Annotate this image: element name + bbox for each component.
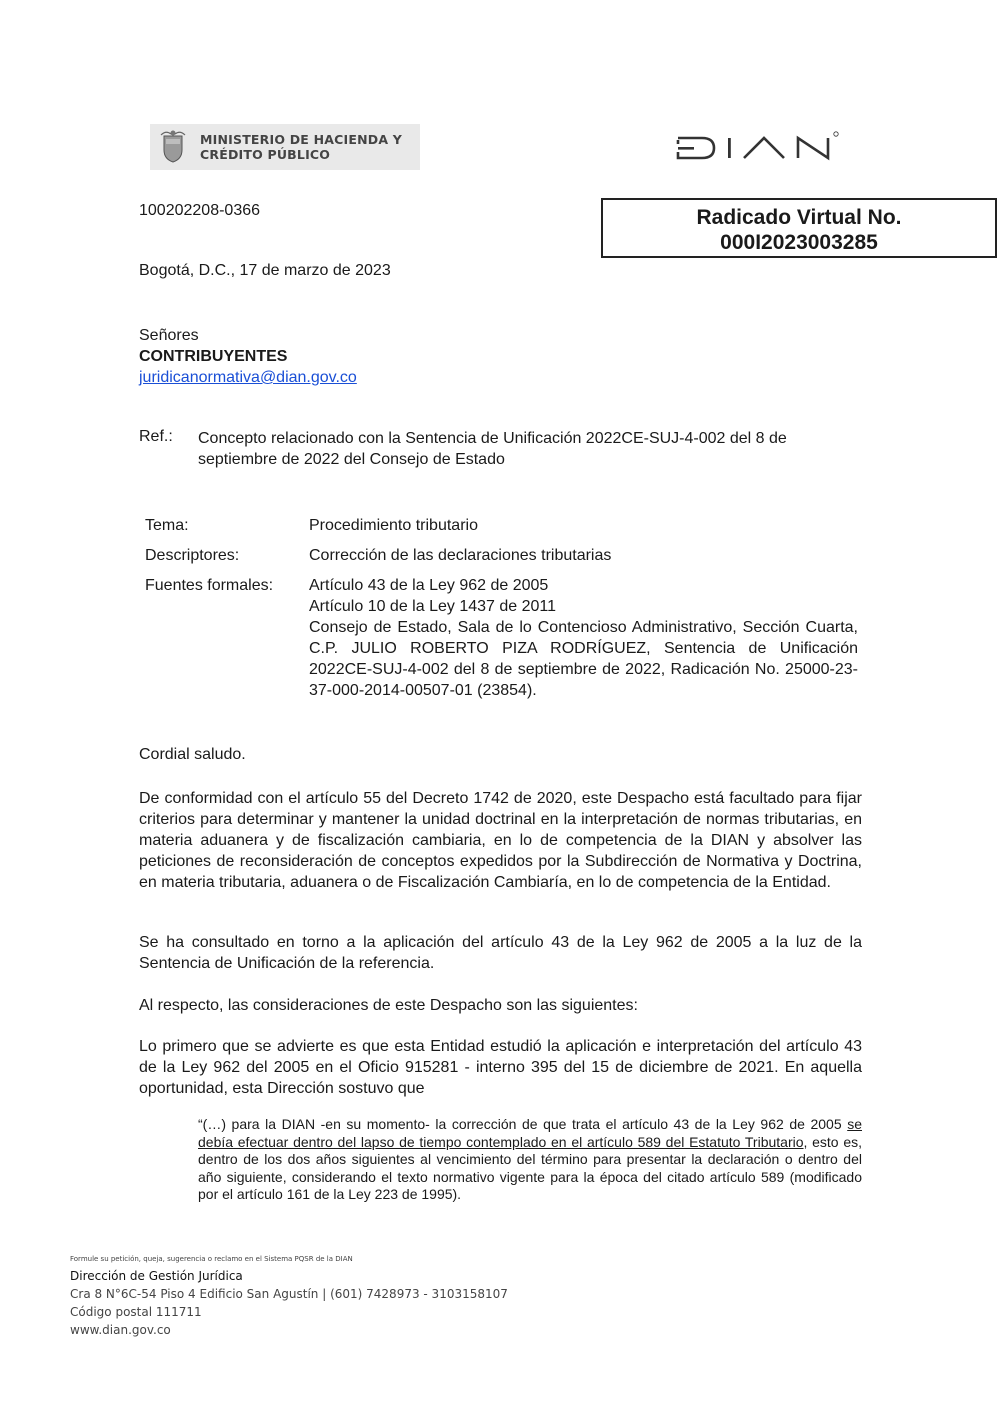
document-date: Bogotá, D.C., 17 de marzo de 2023 [139, 262, 391, 279]
reference-text: Concepto relacionado con la Sentencia de Unificación 2022CE-SUJ-4-002 del 8 de septiembre de 2022 del Consejo de Estado [198, 430, 787, 468]
radicado-label: Radicado Virtual No. [696, 206, 902, 229]
fuentes-label: Fuentes formales: [145, 577, 274, 594]
ministry-name: MINISTERIO DE HACIENDA Y CRÉDITO PÚBLICO [200, 132, 403, 162]
greeting: Cordial saludo. [139, 746, 246, 763]
descriptores-value: Corrección de las declaraciones tributarias [309, 547, 612, 564]
salutation: Señores [139, 327, 199, 344]
tema-value: Procedimiento tributario [309, 517, 478, 534]
footer-postal: Código postal 111711 [70, 1305, 202, 1319]
addressee-email-link[interactable]: juridicanormativa@dian.gov.co [139, 369, 357, 386]
paragraph-1: De conformidad con el artículo 55 del Decreto 1742 de 2020, este Despacho está facultado para fijar criterios para determinar y mantener la unidad doctrinal en la interpretación de normas tributarias, en materia aduanera y de fiscalización cambiaria, en lo de competencia de la DIAN y absolver las peticiones de reconsideración de conceptos expedidos por la Subdirección de Normativa y Doctrina, en materia tributaria, aduanera o de Fiscalización Cambiaría, en lo de competencia de la Entidad. [139, 790, 862, 891]
fuentes-value [309, 575, 858, 701]
footer-website-link[interactable]: www.dian.gov.co [70, 1323, 171, 1337]
radicado-number: 000I2023003285 [720, 231, 878, 254]
colombia-coat-of-arms-icon [160, 130, 186, 164]
radicado-box [601, 198, 997, 258]
fuentes-item: Artículo 10 de la Ley 1437 de 2011 [309, 598, 556, 615]
addressee-block [139, 325, 357, 388]
quoted-text: “(…) para la DIAN -en su momento- la corrección de que trata el artículo 43 de la Ley 962 de 2005 se debía efectuar dentro del lapso de tiempo contemplado en el artículo 589 del Estatuto Tributario, esto es, dentro de los dos años siguientes al vencimiento del término para presentar la declaración o dentro del año siguiente, considerando el texto normativo vigente para la época del citado artículo 589 (modificado por el artículo 161 de la Ley 223 de 1995). [198, 1116, 862, 1202]
footer-address: Cra 8 N°6C-54 Piso 4 Edificio San Agustín | (601) 7428973 - 3103158107 [70, 1287, 508, 1301]
dian-logo [676, 128, 852, 168]
paragraph-3: Al respecto, las consideraciones de este Despacho son las siguientes: [139, 997, 638, 1014]
paragraph-2: Se ha consultado en torno a la aplicación del artículo 43 de la Ley 962 de 2005 a la luz de la Sentencia de Unificación de la referencia. [139, 934, 862, 972]
footer-notice: Formule su petición, queja, sugerencia o reclamo en el Sistema PQSR de la DIAN [70, 1255, 353, 1263]
tema-label: Tema: [145, 517, 189, 534]
reference-label: Ref.: [139, 428, 173, 445]
ministry-logo [150, 124, 420, 170]
underlined-quote: se debía efectuar dentro del lapso de tiempo contemplado en el artículo 589 del Estatuto Tributario [198, 1116, 862, 1150]
descriptores-label: Descriptores: [145, 547, 240, 564]
document-code: 100202208-0366 [139, 202, 261, 219]
fuentes-item: Artículo 43 de la Ley 962 de 2005 [309, 577, 549, 594]
footer-office: Dirección de Gestión Jurídica [70, 1269, 243, 1283]
addressee-name: CONTRIBUYENTES [139, 348, 288, 365]
fuentes-item: Consejo de Estado, Sala de lo Contencioso Administrativo, Sección Cuarta, C.P. JULIO ROBERTO PIZA RODRÍGUEZ, Sentencia de Unificación 2022CE-SUJ-4-002 del 8 de septiembre de 2022, Radicación No. 25000-23-37-000-2014-00507-01 (23854). [309, 619, 858, 699]
paragraph-4: Lo primero que se advierte es que esta Entidad estudió la aplicación e interpretación del artículo 43 de la Ley 962 del 2005 en el Oficio 915281 - interno 395 del 15 de diciembre de 2021. En aquella oportunidad, esta Dirección sostuvo que [139, 1038, 862, 1097]
